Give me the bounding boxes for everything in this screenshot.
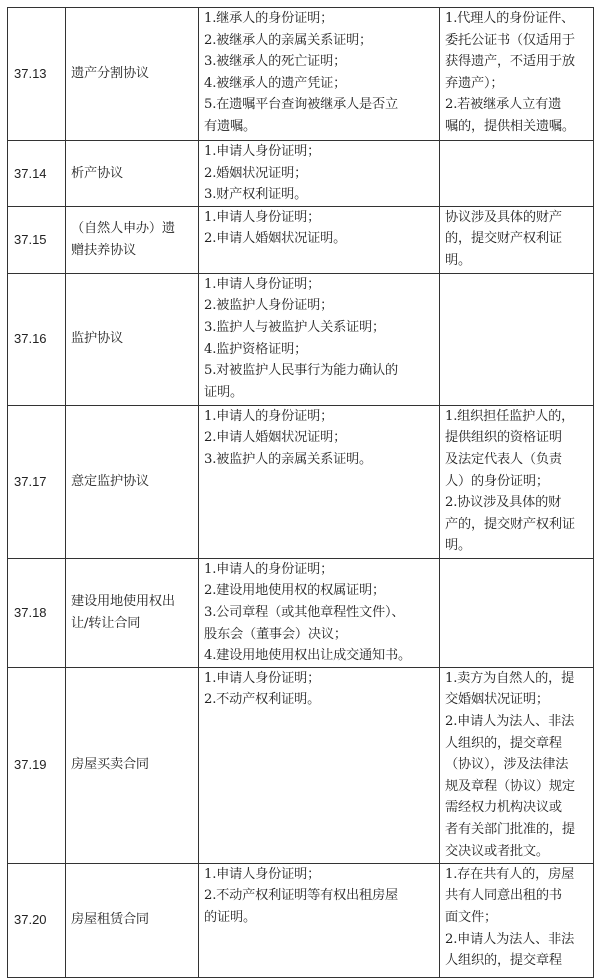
required-materials xyxy=(199,206,440,273)
notes xyxy=(440,206,594,273)
notes-line: 提供组织的资格证明 xyxy=(445,430,562,446)
item-name xyxy=(66,206,199,273)
notes-line: 交婚姻状况证明； xyxy=(445,692,549,708)
required-materials-line: 3.被继承人的死亡证明； xyxy=(204,54,347,70)
required-materials-line: 的证明。 xyxy=(204,909,256,925)
required-materials-line: 2.不动产权利证明。 xyxy=(204,692,321,708)
notes-line: 人组织的，提交章程 xyxy=(445,735,562,751)
required-materials-line: 1.申请人身份证明； xyxy=(204,209,321,225)
requirements-table xyxy=(7,7,594,978)
notes-line: 2.申请人为法人、非法 xyxy=(445,713,575,729)
notes-line: 面文件； xyxy=(445,909,497,925)
required-materials-line: 1.申请人身份证明； xyxy=(204,670,321,686)
item-name-line: 赠扶养协议 xyxy=(71,242,136,258)
notes-line: 产的，提交财产权利证 xyxy=(445,516,575,532)
required-materials-line: 1.申请人身份证明； xyxy=(204,276,321,292)
notes-line: 的，提交财产权利证 xyxy=(445,231,562,247)
item-name-line: 房屋租赁合同 xyxy=(71,912,149,928)
item-name-line: 意定监护协议 xyxy=(71,473,149,489)
item-number: 37.14 xyxy=(8,141,66,207)
notes-line: 人组织的，提交章程 xyxy=(445,953,562,969)
item-name-line: 遗产分割协议 xyxy=(71,66,149,82)
item-name xyxy=(66,141,199,207)
notes xyxy=(440,273,594,405)
table-row xyxy=(8,141,594,207)
required-materials xyxy=(199,141,440,207)
required-materials xyxy=(199,405,440,558)
required-materials-line: 3.财产权利证明。 xyxy=(204,187,308,203)
notes-line: 1.存在共有人的，房屋 xyxy=(445,866,575,882)
required-materials-line: 有遗嘱。 xyxy=(204,118,256,134)
required-materials-line: 2.不动产权利证明等有权出租房屋 xyxy=(204,888,399,904)
notes xyxy=(440,863,594,977)
item-name xyxy=(66,405,199,558)
required-materials xyxy=(199,8,440,141)
notes-line: 人）的身份证明； xyxy=(445,473,549,489)
required-materials-line: 4.建设用地使用权出让成交通知书。 xyxy=(204,648,411,664)
notes-line: 1.卖方为自然人的，提 xyxy=(445,670,575,686)
item-name xyxy=(66,273,199,405)
notes xyxy=(440,141,594,207)
item-name-line: 房屋买卖合同 xyxy=(71,757,149,773)
required-materials-line: 3.监护人与被监护人关系证明； xyxy=(204,319,386,335)
item-number: 37.16 xyxy=(8,273,66,405)
notes-line: （协议），涉及法律法 xyxy=(445,757,569,773)
required-materials-line: 2.被监护人身份证明； xyxy=(204,298,334,314)
required-materials-line: 股东会（董事会）决议； xyxy=(204,626,347,642)
notes-line: 协议涉及具体的财产 xyxy=(445,209,562,225)
item-number: 37.15 xyxy=(8,206,66,273)
table-row xyxy=(8,273,594,405)
notes-line: 委托公证书（仅适用于 xyxy=(445,32,575,48)
required-materials-line: 1.申请人身份证明； xyxy=(204,866,321,882)
notes-line: 明。 xyxy=(445,252,471,268)
required-materials xyxy=(199,863,440,977)
required-materials xyxy=(199,667,440,863)
notes-line: 需经权力机构决议或 xyxy=(445,800,562,816)
item-number: 37.18 xyxy=(8,558,66,667)
table-row xyxy=(8,8,594,141)
required-materials-line: 1.申请人的身份证明； xyxy=(204,561,334,577)
required-materials-line: 证明。 xyxy=(204,384,243,400)
notes-line: 弃遗产）； xyxy=(445,75,504,91)
item-name-line: 析产协议 xyxy=(71,165,123,181)
notes-line: 者有关部门批准的，提 xyxy=(445,821,575,837)
required-materials-line: 5.在遗嘱平台查询被继承人是否立 xyxy=(204,97,399,113)
required-materials-line: 1.申请人的身份证明； xyxy=(204,408,334,424)
item-number: 37.19 xyxy=(8,667,66,863)
required-materials-line: 3.公司章程（或其他章程性文件）、 xyxy=(204,604,405,620)
table-row xyxy=(8,667,594,863)
item-number: 37.20 xyxy=(8,863,66,977)
required-materials-line: 2.婚姻状况证明； xyxy=(204,165,308,181)
item-number: 37.13 xyxy=(8,8,66,141)
table-row xyxy=(8,405,594,558)
required-materials-line: 3.被监护人的亲属关系证明。 xyxy=(204,451,373,467)
required-materials-line: 4.被继承人的遗产凭证； xyxy=(204,75,347,91)
notes xyxy=(440,558,594,667)
notes xyxy=(440,667,594,863)
table-row xyxy=(8,206,594,273)
required-materials-line: 2.被继承人的亲属关系证明； xyxy=(204,32,373,48)
item-name xyxy=(66,667,199,863)
notes-line: 交决议或者批文。 xyxy=(445,843,549,859)
required-materials xyxy=(199,273,440,405)
item-name-line: 监护协议 xyxy=(71,331,123,347)
notes-line: 1.组织担任监护人的， xyxy=(445,408,575,424)
notes-line: 及法定代表人（负责 xyxy=(445,451,562,467)
notes-line: 2.申请人为法人、非法 xyxy=(445,931,575,947)
required-materials-line: 1.申请人身份证明； xyxy=(204,144,321,159)
required-materials-line: 2.建设用地使用权的权属证明； xyxy=(204,583,386,599)
required-materials-line: 1.继承人的身份证明； xyxy=(204,11,334,26)
notes-line: 获得遗产，不适用于放 xyxy=(445,54,575,70)
item-name-line: 让/转让合同 xyxy=(71,615,141,631)
required-materials-line: 5.对被监护人民事行为能力确认的 xyxy=(204,363,399,379)
notes-line: 规及章程（协议）规定 xyxy=(445,778,575,794)
notes-line: 明。 xyxy=(445,538,471,554)
item-name-line: 建设用地使用权出 xyxy=(71,594,175,610)
required-materials-line: 2.申请人婚姻状况证明； xyxy=(204,430,347,446)
required-materials-line: 2.申请人婚姻状况证明。 xyxy=(204,231,347,247)
notes xyxy=(440,405,594,558)
required-materials xyxy=(199,558,440,667)
item-name xyxy=(66,558,199,667)
item-name xyxy=(66,863,199,977)
notes-line: 共有人同意出租的书 xyxy=(445,888,562,904)
notes-line: 1.代理人的身份证件、 xyxy=(445,11,575,26)
item-number: 37.17 xyxy=(8,405,66,558)
required-materials-line: 4.监护资格证明； xyxy=(204,341,308,357)
table-row xyxy=(8,863,594,977)
item-name xyxy=(66,8,199,141)
notes xyxy=(440,8,594,141)
notes-line: 嘱的，提供相关遗嘱。 xyxy=(445,118,575,134)
notes-line: 2.若被继承人立有遗 xyxy=(445,97,562,113)
item-name-line: （自然人申办）遗 xyxy=(71,221,175,237)
notes-line: 2.协议涉及具体的财 xyxy=(445,495,562,511)
table-row xyxy=(8,558,594,667)
